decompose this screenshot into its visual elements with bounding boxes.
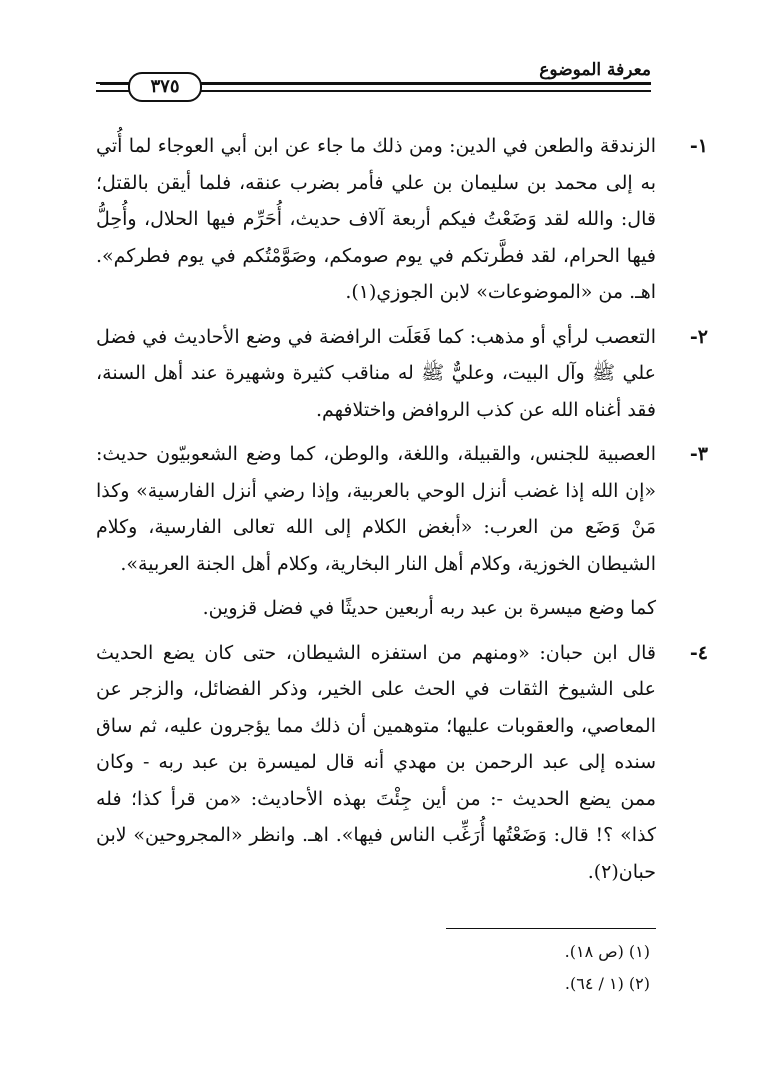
list-item-text: قال ابن حبان: «ومنهم من استفزه الشيطان، حتى كان يضع الحديث على الشيوخ الثقات في الحث على الخير، وذكر الفضائل، والزجر عن المعاصي، والعقوبات عليها؛ متوهمين أن ذلك مما يؤجرون عليه، ثم ساق سنده إلى عبد الرحمن بن مهدي أنه قال لميسرة بن عبد ربه - وكان ممن يضع الحديث -: من أين جِئْتَ بهذه الأحاديث: «من قرأ كذا؛ فله كذا» ؟! قال: وَضَعْتُها أُرَغِّب الناس فيها». اهـ. وانظر «المجروحين» لابن حبان(٢). xyxy=(96,641,656,883)
page-number: ٣٧٥ xyxy=(128,72,202,102)
footnote: (٢) (١ / ٦٤). xyxy=(564,974,650,993)
list-item-number: ٢- xyxy=(689,325,708,348)
list-item xyxy=(96,319,708,429)
body-paragraph: كما وضع ميسرة بن عبد ربه أربعين حديثًا في فضل قزوين. xyxy=(202,597,656,619)
footnote: (١) (ص ١٨). xyxy=(564,942,650,961)
list-item-number: ٣- xyxy=(689,443,708,465)
footnotes xyxy=(400,936,650,1000)
list-item xyxy=(96,635,708,891)
list-item-text: التعصب لرأي أو مذهب: كما فَعَلَت الرافضة في وضع الأحاديث في فضل علي ﷺ وآل البيت، وعليٌّ ﷺ له مناقب كثيرة وشهيرة عند أهل السنة، فقد أغناه الله عن كذب الروافض واختلافهم. xyxy=(96,325,656,421)
running-header-title: معرفة الموضوع xyxy=(539,60,651,80)
page-body xyxy=(96,128,708,898)
list-item xyxy=(96,436,708,582)
list-item-text: الزندقة والطعن في الدين: ومن ذلك ما جاء عن ابن أبي العوجاء لما أُتي به إلى محمد بن سليمان بن علي فأمر بضرب عنقه، فلما أيقن بالقتل؛ قال: والله لقد وَضَعْتُ فيكم أربعة آلاف حديث، أُحَرِّم فيها الحلال، وأُحِلُّ فيها الحرام، لقد فطَّرتكم في يوم صومكم، وصَوَّمْتُكم في يوم فطركم». اهـ. من «الموضوعات» لابن الجوزي(١). xyxy=(96,135,656,303)
header-rule xyxy=(96,90,126,92)
list-item-text: العصبية للجنس، والقبيلة، واللغة، والوطن، كما وضع الشعوبيّون حديث: «إن الله إذا غضب أنزل الوحي بالعربية، وإذا رضي أنزل الفارسية» وكذا مَنْ وَضَع من العرب: «أبغض الكلام إلى الله تعالى الفارسية، وكلام الشيطان الخوزية، وكلام أهل النار البخارية، وكلام أهل الجنة العربية». xyxy=(96,443,656,575)
footnote-separator xyxy=(446,928,656,929)
list-item xyxy=(96,128,708,311)
list-item-number: ١- xyxy=(689,135,708,157)
list-item-number: ٤- xyxy=(689,641,708,664)
header-rule xyxy=(96,82,126,84)
